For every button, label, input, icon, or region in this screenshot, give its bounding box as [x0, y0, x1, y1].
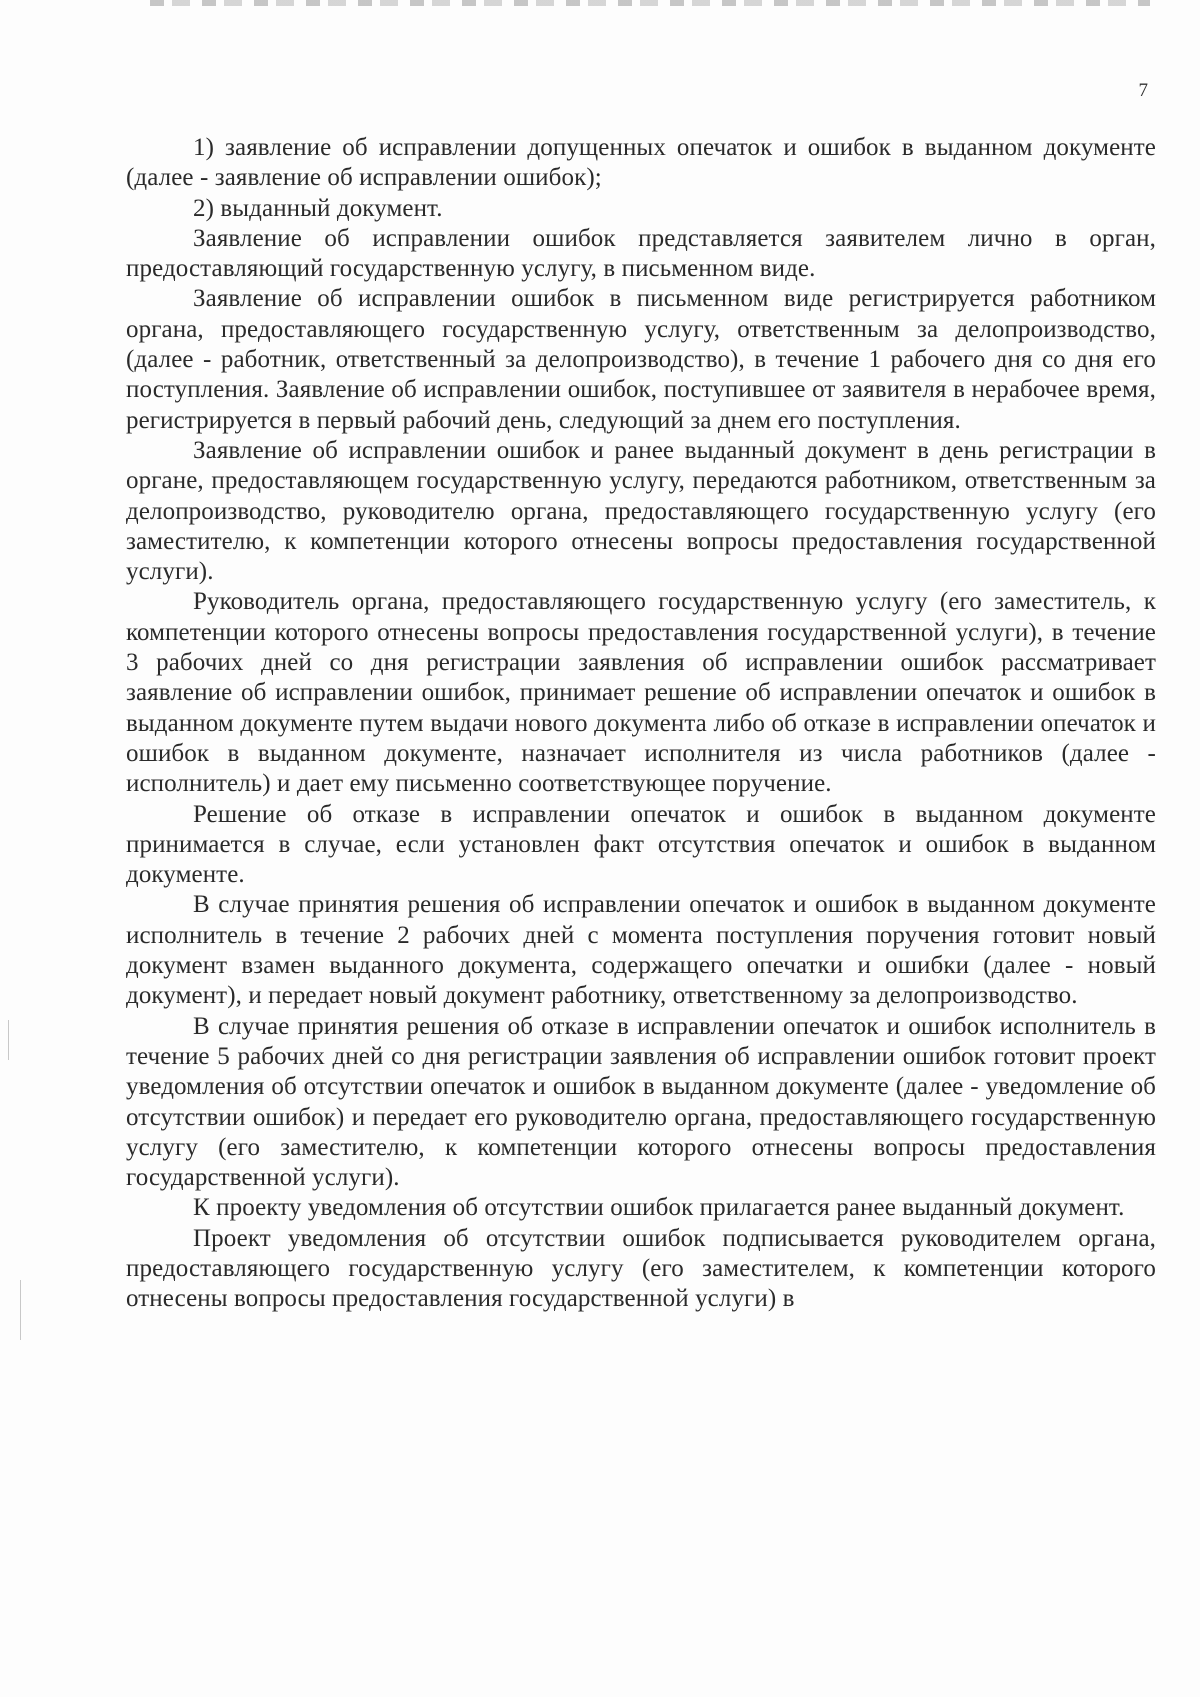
paragraph: Заявление об исправлении ошибок представляется заявителем лично в орган, предоставляющий государственную услугу, в письменном виде. — [126, 224, 1156, 283]
paragraph: В случае принятия решения об исправлении опечаток и ошибок в выданном документе исполнитель в течение 2 рабочих дней с момента поступления поручения готовит новый документ взамен выданного документа, содержащего опечатки и ошибки (далее - новый документ), и передает новый документ работнику, ответственному за делопроизводство. — [126, 891, 1156, 1010]
paragraph: Заявление об исправлении ошибок и ранее выданный документ в день регистрации в органе, предоставляющем государственную услугу, передаются работником, ответственным за делопроизводство, руководителю органа, предоставляющего государственную услугу (его заместителю, к компетенции которого отнесены вопросы предоставления государственной услуги). — [126, 436, 1156, 586]
scan-artifact-top — [150, 0, 1150, 6]
paragraph: Заявление об исправлении ошибок в письменном виде регистрируется работником органа, предоставляющего государственную услугу, ответственным за делопроизводство, (далее - работник, ответственный за делопроизводство), в течение 1 рабочего дня со дня его поступления. Заявление об исправлении ошибок, поступившее от заявителя в нерабочее время, регистрируется в первый рабочий день, следующий за днем его поступления. — [126, 285, 1156, 434]
document-body — [126, 133, 1156, 1315]
paragraph: Руководитель органа, предоставляющего государственную услугу (его заместитель, к компетенции которого отнесены вопросы предоставления государственной услуги), в течение 3 рабочих дней со дня регистрации заявления об исправлении ошибок рассматривает заявление об исправлении ошибок, принимает решение об исправлении опечаток и ошибок в выданном документе путем выдачи нового документа либо об отказе в исправлении опечаток и ошибок в выданном документе, назначает исполнителя из числа работников (далее - исполнитель) и дает ему письменно соответствующее поручение. — [126, 588, 1156, 798]
paragraph: Проект уведомления об отсутствии ошибок подписывается руководителем органа, предоставляющего государственную услугу (его заместителем, к компетенции которого отнесены вопросы предоставления государственной услуги) в — [126, 1224, 1156, 1313]
paragraph: 1) заявление об исправлении допущенных опечаток и ошибок в выданном документе (далее - заявление об исправлении ошибок); — [126, 134, 1156, 192]
paragraph: Решение об отказе в исправлении опечаток и ошибок в выданном документе принимается в случае, если установлен факт отсутствия опечаток и ошибок в выданном документе. — [126, 800, 1156, 889]
paragraph: 2) выданный документ. — [193, 194, 443, 222]
paragraph: К проекту уведомления об отсутствии ошибок прилагается ранее выданный документ. — [193, 1194, 1125, 1222]
scan-speck — [20, 1280, 21, 1340]
scan-speck — [8, 1020, 9, 1060]
paragraph: В случае принятия решения об отказе в исправлении опечаток и ошибок исполнитель в течение 5 рабочих дней со дня регистрации заявления об исправлении ошибок готовит проект уведомления об отсутствии опечаток и ошибок в выданном документе (далее - уведомление об отсутствии ошибок) и передает его руководителю органа, предоставляющего государственную услугу (его заместителю, к компетенции которого отнесены вопросы предоставления государственной услуги). — [126, 1012, 1156, 1192]
page-number: 7 — [1138, 80, 1148, 101]
